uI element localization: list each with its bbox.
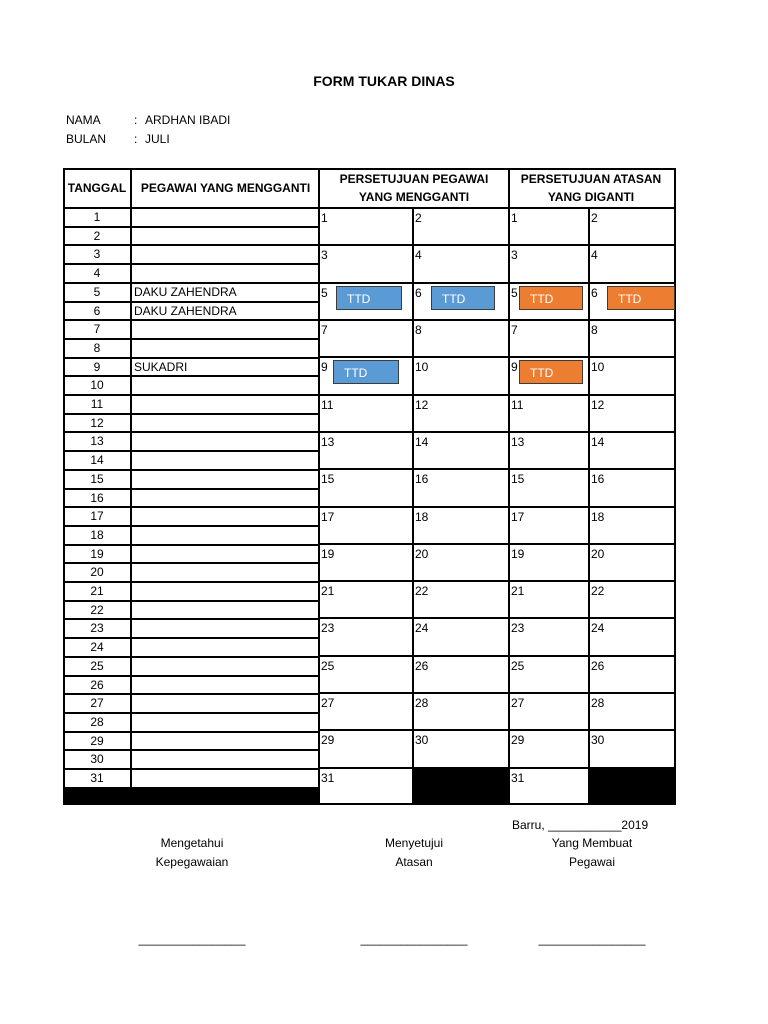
day-number: 27 [90,696,104,711]
atasan-approval-b-day: 20 [591,546,605,561]
ttd-pegawai-day-5: TTD [336,286,402,310]
menyetujui-label: Menyetujui [384,836,444,850]
black-filler-left [63,788,319,805]
ttd-pegawai-day-6: TTD [431,286,495,310]
pegawai-approval-b-day: 22 [415,584,429,599]
nama-value: ARDHAN IBADI [145,113,231,127]
row-divider [63,450,319,452]
pegawai-approval-b-day: 26 [415,658,429,673]
row-divider [63,506,319,508]
pegawai-approval-b-day: 6 [415,285,422,300]
day-number: 25 [90,658,104,673]
row-divider [63,600,319,602]
day-number: 21 [90,584,104,598]
day-number: 3 [93,247,101,262]
header-persetujuan-atasan: PERSETUJUAN ATASAN YANG DIGANTI [520,172,662,204]
row-divider [63,749,319,751]
signature-line-pegawai: ________________ [538,932,646,946]
row-divider [63,394,319,396]
form-title: FORM TUKAR DINAS [313,73,455,89]
pegawai-approval-a-day: 27 [321,696,335,711]
day-number: 30 [90,752,104,767]
atasan-approval-a-day: 9 [511,360,518,375]
approval-row-divider [319,356,676,358]
row-divider [63,282,319,284]
pegawai-approval-a-day: 9 [321,360,328,375]
row-divider [63,675,319,677]
pegawai-name: DAKU ZAHENDRA [134,303,237,318]
pegawai-approval-a-day: 25 [321,658,335,673]
approval-row-divider [319,244,676,246]
day-number: 12 [90,415,104,430]
day-number: 8 [93,340,101,355]
pegawai-approval-b-day: 10 [415,360,429,375]
approval-row-divider [319,617,676,619]
atasan-approval-b-day: 14 [591,434,605,449]
day-number: 13 [90,434,104,449]
pegawai-approval-b-day: 14 [415,434,429,449]
day-number: 1 [93,210,101,224]
atasan-approval-a-day: 23 [511,621,525,636]
header-tanggal: TANGGAL [67,181,127,195]
day-number: 15 [90,471,104,486]
atasan-approval-a-day: 21 [511,584,525,599]
column-divider-section [508,168,510,805]
signature-line-atasan: ________________ [360,932,468,946]
row-divider [63,525,319,527]
black-filler-atasan [589,768,676,805]
atasan-approval-b-day: 10 [591,360,605,375]
day-number: 16 [90,490,104,505]
atasan-label: Atasan [395,855,433,869]
row-divider [63,581,319,583]
day-number: 17 [90,509,104,524]
pegawai-approval-b-day: 12 [415,397,429,412]
atasan-approval-b-day: 12 [591,397,605,412]
atasan-approval-a-day: 15 [511,472,525,487]
row-divider [63,693,319,695]
atasan-approval-a-day: 7 [511,322,518,337]
atasan-approval-b-day: 4 [591,248,598,263]
row-divider [63,357,319,359]
atasan-approval-b-day: 30 [591,733,605,748]
row-divider [63,656,319,658]
approval-row-divider [319,468,676,470]
row-divider [63,319,319,321]
atasan-approval-a-day: 17 [511,509,525,524]
bulan-value: JULI [145,132,170,146]
approval-row-divider [319,729,676,731]
row-divider [63,413,319,415]
header-divider [63,207,676,209]
day-number: 6 [93,303,101,318]
atasan-approval-b-day: 26 [591,658,605,673]
pegawai-approval-a-day: 31 [321,770,335,785]
pegawai-approval-a-day: 29 [321,733,335,748]
pegawai-approval-a-day: 15 [321,472,335,487]
black-filler-pegawai [413,768,508,805]
approval-row-divider [319,655,676,657]
day-number: 20 [90,565,104,580]
pegawai-approval-b-day: 16 [415,472,429,487]
atasan-approval-b-day: 6 [591,285,598,300]
row-divider [63,375,319,377]
pegawai-approval-b-day: 30 [415,733,429,748]
pegawai-approval-a-day: 13 [321,434,335,449]
signature-line-kepegawaian: ________________ [138,932,246,946]
pegawai-approval-b-day: 18 [415,509,429,524]
row-divider [63,544,319,546]
tukar-dinas-table [63,168,676,805]
day-number: 5 [93,284,101,299]
day-number: 26 [90,677,104,692]
mengetahui-label: Mengetahui [160,836,224,850]
day-number: 23 [90,621,104,636]
day-number: 19 [90,546,104,561]
approval-row-divider [319,319,676,321]
nama-colon: : [134,113,138,127]
pegawai-approval-a-day: 11 [321,397,334,412]
row-divider [63,244,319,246]
row-divider [63,226,319,228]
row-divider [63,338,319,340]
date-line: Barru, ___________2019 [512,818,649,832]
day-number: 14 [90,453,104,468]
yang-membuat-label: Yang Membuat [551,836,633,850]
pegawai-approval-a-day: 5 [321,285,328,300]
nama-label: NAMA [66,113,101,127]
day-number: 31 [90,771,104,785]
day-number: 24 [90,640,104,655]
day-number: 2 [93,228,101,243]
atasan-approval-b-day: 16 [591,472,605,487]
day-number: 18 [90,527,104,542]
day-number: 7 [93,322,101,337]
approval-row-divider [319,543,676,545]
ttd-atasan-day-9: TTD [519,360,583,384]
atasan-approval-b-day: 24 [591,621,605,636]
atasan-approval-a-day: 31 [511,770,525,785]
row-divider [63,469,319,471]
approval-row-divider [319,580,676,582]
approval-row-divider [319,692,676,694]
atasan-approval-b-day: 8 [591,322,598,337]
atasan-approval-a-day: 3 [511,248,518,263]
pegawai-approval-a-day: 19 [321,546,335,561]
pegawai-approval-b-day: 2 [415,211,422,225]
row-divider [63,488,319,490]
pegawai-name: DAKU ZAHENDRA [134,284,237,299]
row-divider [63,768,319,770]
atasan-approval-b-day: 2 [591,211,598,225]
pegawai-approval-a-day: 3 [321,248,328,263]
pegawai-approval-a-day: 17 [321,509,335,524]
pegawai-approval-b-day: 20 [415,546,429,561]
kepegawaian-label: Kepegawaian [155,855,229,869]
atasan-approval-a-day: 19 [511,546,525,561]
ttd-pegawai-day-9: TTD [333,360,399,384]
pegawai-approval-a-day: 23 [321,621,335,636]
day-number: 4 [93,266,101,281]
atasan-approval-a-day: 29 [511,733,525,748]
row-divider [63,637,319,639]
row-divider [63,731,319,733]
row-divider [63,618,319,620]
atasan-approval-a-day: 5 [511,285,518,300]
atasan-approval-b-day: 18 [591,509,605,524]
day-number: 29 [90,733,104,748]
day-number: 9 [93,359,101,374]
atasan-approval-a-day: 25 [511,658,525,673]
row-divider [63,712,319,714]
day-number: 28 [90,714,104,729]
atasan-approval-a-day: 1 [511,211,518,225]
atasan-approval-a-day: 11 [511,397,524,412]
approval-row-divider [319,282,676,284]
day-number: 22 [90,602,104,617]
row-divider [63,263,319,265]
pegawai-approval-b-day: 8 [415,322,422,337]
pegawai-approval-b-day: 24 [415,621,429,636]
header-persetujuan-pegawai: PERSETUJUAN PEGAWAI YANG MENGGANTI [339,172,489,204]
atasan-approval-a-day: 13 [511,434,525,449]
row-divider [63,562,319,564]
day-number: 11 [90,397,104,411]
table-border-right [674,168,676,805]
table-border-top [63,168,676,170]
approval-row-divider [319,431,676,433]
approval-row-divider [319,394,676,396]
approval-row-divider [319,506,676,508]
pegawai-label: Pegawai [568,855,616,869]
day-number: 10 [90,378,104,393]
row-divider [63,301,319,303]
ttd-atasan-day-5: TTD [519,286,583,310]
atasan-approval-a-day: 27 [511,696,525,711]
bulan-label: BULAN [66,132,107,146]
atasan-approval-b-day: 28 [591,696,605,711]
pegawai-approval-a-day: 21 [321,584,335,599]
ttd-atasan-day-6: TTD [607,286,675,310]
pegawai-approval-a-day: 1 [321,211,328,225]
pegawai-approval-b-day: 28 [415,696,429,711]
row-divider [63,431,319,433]
bulan-colon: : [134,132,138,146]
pegawai-approval-b-day: 4 [415,248,422,263]
pegawai-approval-a-day: 7 [321,322,328,337]
header-pegawai: PEGAWAI YANG MENGGANTI [140,181,311,195]
pegawai-name: SUKADRI [134,359,188,374]
atasan-approval-b-day: 22 [591,584,605,599]
